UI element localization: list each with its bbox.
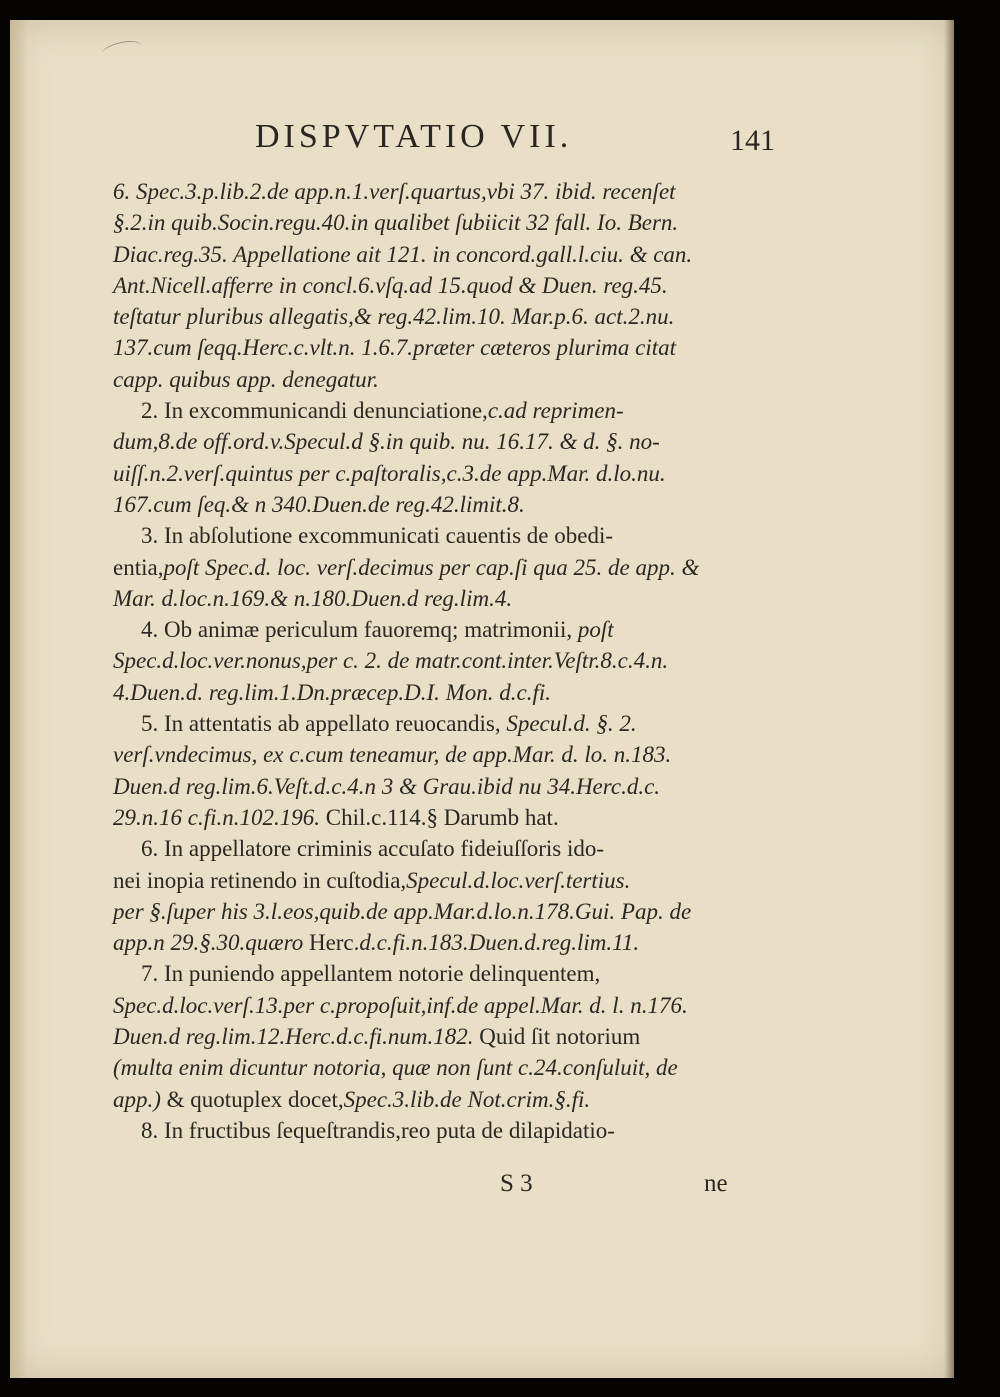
text-line	[113, 520, 753, 551]
citation-text: capp. quibus app. denegatur.	[113, 366, 379, 392]
citation-text: (multa enim dicuntur notoria, quæ non ſunt c.24.conſuluit, de	[113, 1055, 678, 1081]
catchword: ne	[704, 1170, 728, 1197]
text-line	[113, 270, 753, 301]
text-line	[113, 395, 753, 426]
citation-text: d.c.fi.n.183.Duen.d.reg.lim.11.	[359, 930, 640, 956]
text-line	[113, 1115, 753, 1146]
citation-text: Spec.d.loc.ver.nonus,per c. 2. de matr.cont.inter.Veſtr.8.c.4.n.	[113, 648, 669, 674]
citation-text: 167.cum ſeq.& n 340.Duen.de reg.42.limit.8.	[113, 491, 525, 517]
citation-text: 6. Spec.3.p.lib.2.de app.n.1.verſ.quartus,vbi 37. ibid. recenſet	[113, 179, 676, 204]
body-text-segment: & quotuplex docet,	[160, 1086, 344, 1112]
body-text-segment: 3. In abſolutione excommunicati cauentis de obedi-	[141, 523, 613, 549]
citation-text: poſt Spec.d. loc. verſ.decimus per cap.ſi qua 25. de app. &	[163, 554, 700, 580]
text-line	[113, 1084, 753, 1115]
body-text-segment: 2. In excommunicandi denunciatione,	[141, 398, 488, 424]
text-line	[113, 990, 753, 1021]
text-line	[113, 239, 753, 270]
running-head: DISPVTATIO VII.	[255, 118, 573, 155]
body-text-segment: 7. In puniendo appellantem notorie delinquentem,	[141, 961, 601, 987]
body-text-segment: entia,	[113, 554, 164, 580]
text-line	[113, 614, 753, 645]
text-line	[113, 896, 753, 927]
body-text-segment: Chil.c.114.§ Darumb hat.	[320, 804, 559, 830]
text-line	[113, 332, 753, 363]
citation-text: Spec.d.loc.verſ.13.per c.propoſuit,inf.de appel.Mar. d. l. n.176.	[113, 992, 688, 1018]
citation-text: Diac.reg.35. Appellatione ait 121. in concord.gall.l.ciu. & can.	[113, 241, 693, 267]
citation-text: 4.Duen.d. reg.lim.1.Dn.præcep.D.I. Mon. d.c.fi.	[113, 679, 551, 705]
text-line	[113, 771, 753, 802]
citation-text: verſ.vndecimus, ex c.cum teneamur, de app.Mar. d. lo. n.183.	[113, 742, 672, 768]
book-page	[10, 20, 954, 1378]
ink-mark	[101, 38, 143, 61]
text-line	[113, 708, 753, 739]
text-line	[113, 1052, 753, 1083]
text-line	[113, 552, 753, 583]
citation-text: teſtatur pluribus allegatis,& reg.42.lim.10. Mar.p.6. act.2.nu.	[113, 304, 675, 330]
page-number: 141	[730, 124, 775, 157]
text-line	[113, 489, 753, 520]
citation-text: Specul.d. §. 2.	[500, 711, 637, 737]
text-line	[113, 458, 753, 489]
citation-text: 137.cum ſeqq.Herc.c.vlt.n. 1.6.7.præter cæteros plurima citat	[113, 335, 676, 361]
text-line	[113, 865, 753, 896]
text-line	[113, 301, 753, 332]
body-text-segment: 8. In fructibus ſequeſtrandis,reo puta de dilapidatio-	[141, 1117, 615, 1143]
citation-text: Specul.d.loc.verſ.tertius.	[406, 867, 631, 893]
citation-text: §.2.in quib.Socin.regu.40.in qualibet ſubiicit 32 fall. Io. Bern.	[113, 210, 679, 236]
citation-text: uiſſ.n.2.verſ.quintus per c.paſtoralis,c.3.de app.Mar. d.lo.nu.	[113, 460, 666, 486]
text-line	[113, 927, 753, 958]
body-text-segment: 4. Ob animæ periculum fauoremq; matrimonii,	[141, 617, 573, 643]
body-text	[113, 176, 753, 1146]
body-text-segment: 5. In attentatis ab appellato reuocandis,	[141, 711, 501, 737]
text-line	[113, 677, 753, 708]
citation-text: Ant.Nicell.afferre in concl.6.vſq.ad 15.quod & Duen. reg.45.	[113, 272, 668, 298]
citation-text: app.n 29.§.30.quæro	[113, 930, 304, 956]
citation-text: Duen.d reg.lim.12.Herc.d.c.fi.num.182.	[113, 1024, 474, 1050]
citation-text: c.ad reprimen-	[487, 398, 624, 424]
text-line	[113, 802, 753, 833]
text-line	[113, 176, 753, 207]
text-line	[113, 833, 753, 864]
text-line	[113, 207, 753, 238]
text-line	[113, 1021, 753, 1052]
text-line	[113, 739, 753, 770]
citation-text: poſt	[572, 617, 614, 643]
page-footer	[10, 1170, 954, 1206]
printer-signature: S 3	[500, 1170, 533, 1197]
citation-text: 29.n.16 c.fi.n.102.196.	[113, 804, 320, 830]
page-header	[255, 118, 775, 162]
citation-text: Spec.3.lib.de Not.crim.§.fi.	[343, 1086, 591, 1112]
citation-text: app.)	[113, 1086, 161, 1112]
citation-text: Duen.d reg.lim.6.Veſt.d.c.4.n 3 & Grau.ibid nu 34.Herc.d.c.	[113, 773, 661, 799]
citation-text: Mar. d.loc.n.169.& n.180.Duen.d reg.lim.4.	[113, 585, 513, 611]
body-text-segment: nei inopia retinendo in cuſtodia,	[113, 867, 407, 893]
citation-text: dum,8.de off.ord.v.Specul.d §.in quib. nu. 16.17. & d. §. no-	[113, 429, 660, 455]
text-line	[113, 583, 753, 614]
body-text-segment: 6. In appellatore criminis accuſato fideiuſſoris ido-	[141, 836, 605, 862]
text-line	[113, 645, 753, 676]
body-text-segment: Herc.	[303, 930, 360, 956]
body-text-segment: Quid ſit notorium	[473, 1024, 641, 1050]
text-line	[113, 426, 753, 457]
text-line	[113, 364, 753, 395]
text-line	[113, 958, 753, 989]
citation-text: per §.ſuper his 3.l.eos,quib.de app.Mar.d.lo.n.178.Gui. Pap. de	[113, 898, 692, 924]
